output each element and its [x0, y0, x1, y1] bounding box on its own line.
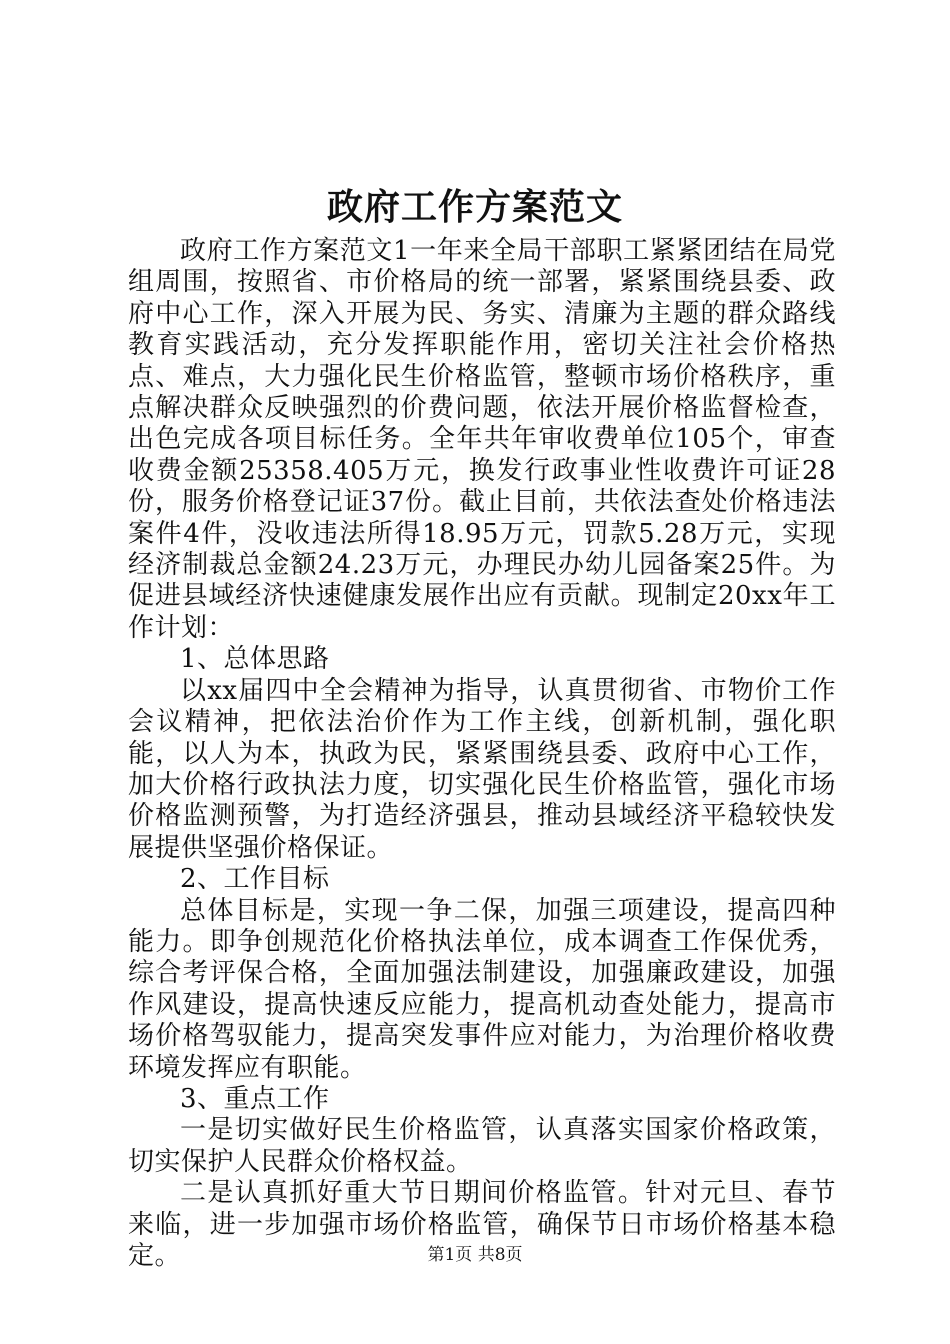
section-2-paragraph: 总体目标是，实现一争二保，加强三项建设，提高四种能力。即争创规范化价格执法单位，成本调查工作保优秀，综合考评保合格，全面加强法制建设，加强廉政建设，加强作风建设，提高快速反应能力，提高机动查处能力，提高市场价格驾驭能力，提高突发事件应对能力，为治理价格收费环境发挥应有职能。 [128, 895, 836, 1083]
document-body [128, 236, 836, 1272]
page-footer: 第1页 共8页 [427, 1245, 523, 1265]
section-heading-1: 1、总体思路 [180, 644, 330, 675]
section-3-paragraph-2: 二是认真抓好重大节日期间价格监管。针对元旦、春节来临，进一步加强市场价格监管，确保节日市场价格基本稳定。 [128, 1178, 836, 1271]
intro-paragraph: 政府工作方案范文1一年来全局干部职工紧紧团结在局党组周围，按照省、市价格局的统一部署，紧紧围绕县委、政府中心工作，深入开展为民、务实、清廉为主题的群众路线教育实践活动，充分发挥职能作用，密切关注社会价格热点、难点，大力强化民生价格监管，整顿市场价格秩序，重点解决群众反映强烈的价费问题，依法开展价格监督检查，出色完成各项目标任务。全年共年审收费单位105个，审查收费金额25358.405万元，换发行政事业性收费许可证28份，服务价格登记证37份。截止目前，共依法查处价格违法案件4件，没收违法所得18.95万元，罚款5.28万元，实现经济制裁总金额24.23万元，办理民办幼儿园备案25件。为促进县域经济快速健康发展作出应有贡献。现制定20xx年工作计划： [128, 236, 836, 643]
section-1-paragraph: 以xx届四中全会精神为指导，认真贯彻省、市物价工作会议精神，把依法治价作为工作主线，创新机制，强化职能，以人为本，执政为民，紧紧围绕县委、政府中心工作，加大价格行政执法力度，切实强化民生价格监管，强化市场价格监测预警，为打造经济强县，推动县域经济平稳较快发展提供坚强价格保证。 [128, 675, 836, 863]
document-title: 政府工作方案范文 [326, 186, 623, 228]
section-3-paragraph-1: 一是切实做好民生价格监管，认真落实国家价格政策，切实保护人民群众价格权益。 [128, 1115, 836, 1177]
section-heading-2: 2、工作目标 [180, 864, 330, 895]
section-heading-3: 3、重点工作 [180, 1083, 330, 1114]
